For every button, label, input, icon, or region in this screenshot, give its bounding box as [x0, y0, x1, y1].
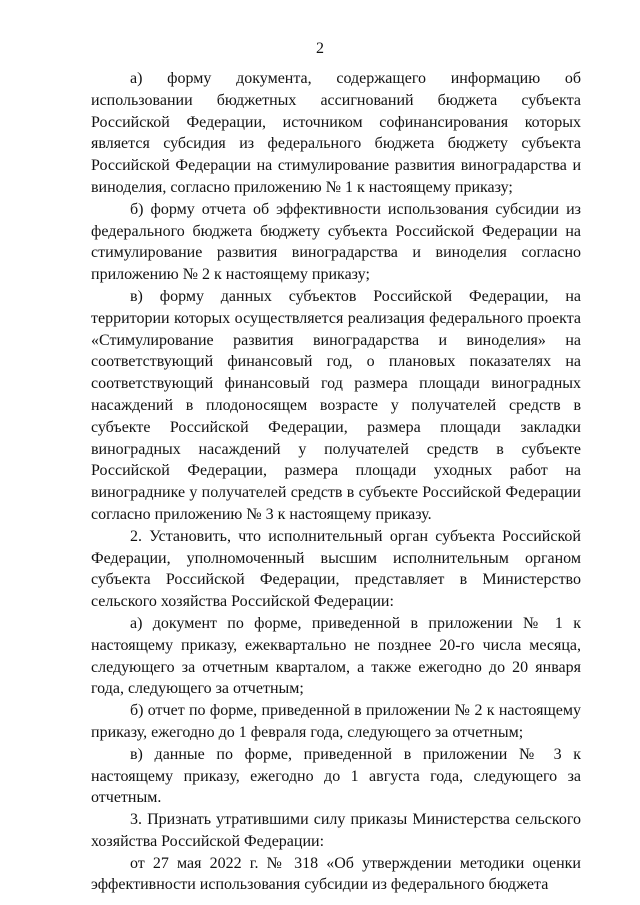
paragraph-3-repealed-orders: 3. Признать утратившими силу приказы Министерства сельского хозяйства Российской Федерации: [91, 811, 581, 850]
paragraph-3-order-318: от 27 мая 2022 г. № 318 «Об утверждении методики оценки эффективности использования субсидии из федерального бюджета [91, 854, 581, 894]
paragraph-1c-regional-data-form: в) форму данных субъектов Российской Федерации, на территории которых осуществляется реализация федерального проекта «Стимулирование развития виноградарства и виноделия» на соответствующий финансовый год, о плановых показателях на соответствующий финансовый год размера площади виноградных насаждений в плодоносящем возрасте у получателей средств в субъекте Российской Федерации, размера площади закладки виноградных насаждений у получателей средств в субъекте Российской Федерации, размера площади уходных работ на винограднике у получателей средств в субъекте Российской Федерации согласно приложению № 3 к настоящему приказу. [91, 287, 581, 523]
paragraph-2a-quarterly-document: а) документ по форме, приведенной в приложении № 1 к настоящему приказу, ежеквартально не позднее 20-го числа месяца, следующего за отчетным кварталом, а также ежегодно до 20 января года, следующего за отчетным; [91, 614, 581, 698]
paragraph-2-submission-order: 2. Установить, что исполнительный орган субъекта Российской Федерации, уполномоченный высшим исполнительным органом субъекта Российской Федерации, представляет в Министерство сельского хозяйства Российской Федерации: [91, 527, 581, 611]
document-body [91, 68, 581, 896]
paragraph-1a-budget-form: а) форму документа, содержащего информацию об использовании бюджетных ассигнований бюджета субъекта Российской Федерации, источником софинансирования которых является субсидия из федерального бюджета бюджету субъекта Российской Федерации на стимулирование развития виноградарства и виноделия, согласно приложению № 1 к настоящему приказу; [91, 70, 581, 196]
paragraph-2b-annual-report: б) отчет по форме, приведенной в приложении № 2 к настоящему приказу, ежегодно до 1 февраля года, следующего за отчетным; [91, 702, 581, 741]
page-number: 2 [316, 40, 324, 57]
paragraph-2c-annual-data: в) данные по форме, приведенной в приложении № 3 к настоящему приказу, ежегодно до 1 августа года, следующего за отчетным. [91, 745, 581, 807]
paragraph-1b-efficiency-report-form: б) форму отчета об эффективности использования субсидии из федерального бюджета бюджету субъекта Российской Федерации на стимулирование развития виноградарства и виноделия согласно приложению № 2 к настоящему приказу; [91, 200, 581, 284]
